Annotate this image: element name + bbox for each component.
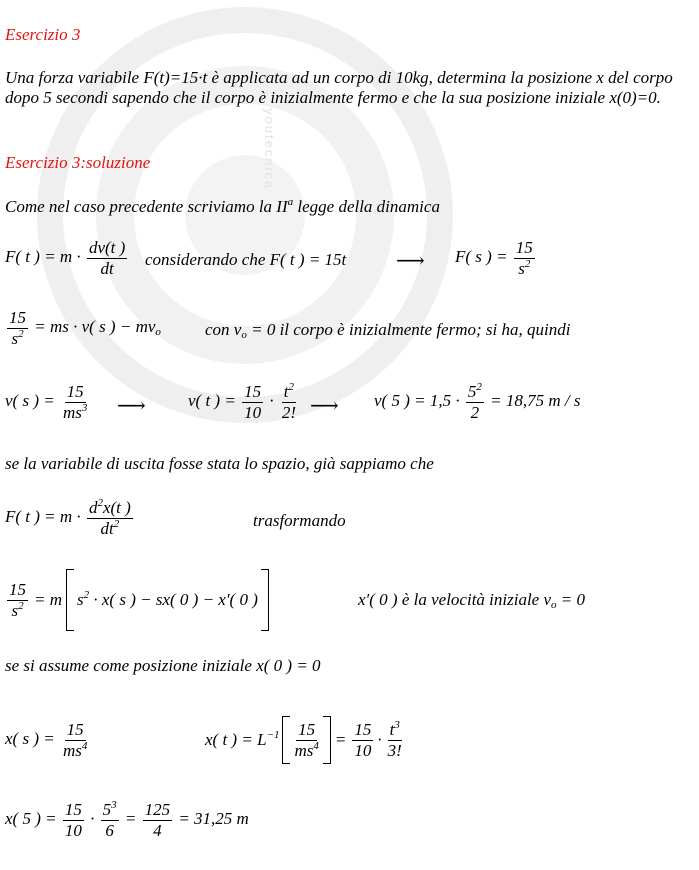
watermark-text: youtecnica xyxy=(262,108,277,191)
equation-laplace-force: F( s ) = $\frac{15}{s^2}$ xyxy=(455,238,533,278)
arrow-icon: ⟶ xyxy=(396,250,425,272)
transform-label: trasformando xyxy=(253,511,346,530)
equation-velocity-s: v( s ) = $\frac{15}{ms^3}$ xyxy=(5,382,88,422)
equation-newton-position: F( t ) = m · $\frac{d^2x(t )}{dt^2}$ xyxy=(5,497,131,538)
exercise-title: Esercizio 3 xyxy=(5,25,81,44)
equation-position-transform: $\frac{15}{s^2}$ = m $s^2 \cdot x$( s ) − sx( 0 ) − x′( 0 ) xyxy=(5,569,269,631)
intro-text: Come nel caso precedente scriviamo la $II^a$ legge della dinamica xyxy=(5,196,440,216)
initial-position-text: se si assume come posizione iniziale x( 0 ) = 0 xyxy=(5,656,321,675)
equation-condition: considerando che F( t ) = 15t xyxy=(145,250,347,269)
arrow-icon: ⟶ xyxy=(117,395,146,417)
equation-inverse-laplace: x( t ) = $L^{-1}$ $\frac{15}{ms^4}$ = $\frac{15}{10}$ · $\frac{t^3}{3!}$ xyxy=(205,716,406,764)
equation-velocity-t: v( t ) = $\frac{15}{10}$ · $\frac{t^2}{2!}$ xyxy=(188,381,296,422)
equation-final-position: x( 5 ) = $\frac{15}{10}$ · $\frac{5^3}{6}$ = $\frac{125}{4}$ = 31,25 m xyxy=(5,799,249,840)
problem-statement: Una forza variabile F(t)=15·t è applicata ad un corpo di 10kg, determina la posizione x del corpo dopo 5 secondi sapendo che il corpo è inizialmente fermo e che la sua posizione iniziale x(0)=0. xyxy=(5,68,673,107)
initial-velocity-note: x′( 0 ) è la velocità iniziale $v_o = 0$ xyxy=(358,590,585,611)
equation-newton-law: F( t ) = m · $\frac{dv(t )}{dt}$ xyxy=(5,238,126,278)
solution-title: Esercizio 3:soluzione xyxy=(5,153,151,172)
transition-text: se la variabile di uscita fosse stata lo spazio, già sappiamo che xyxy=(5,454,434,473)
arrow-icon: ⟶ xyxy=(310,395,339,417)
equation-transform: $\frac{15}{s^2}$ = ms · v( s ) − $mv_o$ xyxy=(9,308,161,348)
equation-velocity-result: v( 5 ) = 1,5 · $\frac{5^2}{2}$ = 18,75 m / s xyxy=(374,381,581,422)
equation-initial-note: con $v_o = 0$ il corpo è inizialmente fermo; si ha, quindi xyxy=(205,320,571,341)
equation-position-s: x( s ) = $\frac{15}{ms^4}$ xyxy=(5,720,88,760)
